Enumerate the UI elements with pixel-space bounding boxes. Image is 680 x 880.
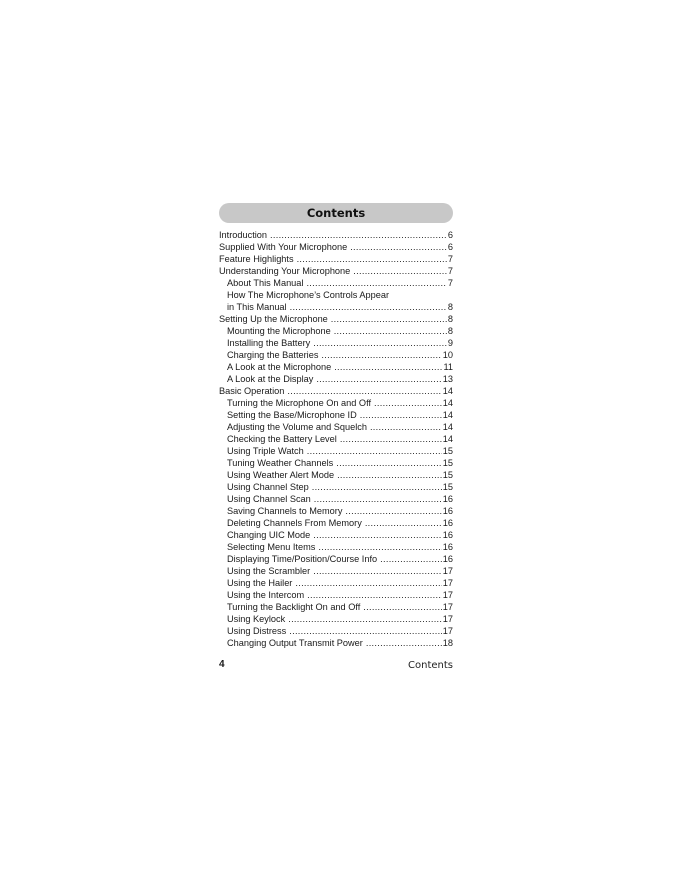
dot-leader (331, 313, 447, 325)
toc-entry-page: 8 (447, 314, 453, 324)
toc-entry-title: A Look at the Display (227, 374, 314, 384)
toc-entry-title: A Look at the Microphone (227, 362, 332, 372)
page-number: 4 (219, 659, 225, 670)
toc-entry-title: Selecting Menu Items (227, 542, 316, 552)
toc-entry (219, 625, 453, 637)
toc-entry-title: Feature Highlights (219, 254, 294, 264)
dot-leader (380, 553, 442, 565)
page-footer (219, 659, 453, 673)
dot-leader (360, 409, 442, 421)
contents-header (219, 203, 453, 223)
toc-entry-page: 17 (442, 566, 453, 576)
toc-entry-title: Setting Up the Microphone (219, 314, 328, 324)
toc-entry (219, 445, 453, 457)
toc-entry-page: 11 (443, 362, 453, 372)
table-of-contents (219, 229, 453, 649)
dot-leader (318, 541, 441, 553)
toc-entry-page: 7 (447, 278, 453, 288)
toc-entry-title: Turning the Backlight On and Off (227, 602, 361, 612)
footer-section-label: Contents (408, 660, 453, 671)
toc-entry-page: 16 (442, 554, 453, 564)
toc-entry (219, 337, 453, 349)
toc-entry-title: Using Keylock (227, 614, 286, 624)
toc-entry-page: 14 (442, 410, 453, 420)
dot-leader (340, 433, 442, 445)
toc-entry-page: 6 (447, 242, 453, 252)
dot-leader (307, 589, 442, 601)
toc-entry (219, 241, 453, 253)
toc-entry-page: 14 (442, 398, 453, 408)
toc-entry-title: Installing the Battery (227, 338, 311, 348)
toc-entry-page: 16 (442, 506, 453, 516)
toc-entry (219, 373, 453, 385)
toc-entry (219, 505, 453, 517)
toc-entry-page: 17 (442, 602, 453, 612)
dot-leader (370, 421, 442, 433)
toc-entry (219, 421, 453, 433)
toc-entry-title: Displaying Time/Position/Course Info (227, 554, 378, 564)
toc-entry-page: 16 (442, 530, 453, 540)
toc-entry-title: Adjusting the Volume and Squelch (227, 422, 367, 432)
toc-entry (219, 265, 453, 277)
toc-entry-title: Mounting the Microphone (227, 326, 331, 336)
toc-entry-page: 14 (442, 422, 453, 432)
toc-entry (219, 577, 453, 589)
dot-leader (270, 229, 447, 241)
toc-entry-title: Tuning Weather Channels (227, 458, 334, 468)
toc-entry (219, 433, 453, 445)
toc-entry (219, 229, 453, 241)
toc-entry (219, 301, 453, 313)
toc-entry (219, 493, 453, 505)
toc-entry-title: in This Manual (227, 302, 287, 312)
toc-entry-title: Using Channel Scan (227, 494, 311, 504)
toc-entry (219, 529, 453, 541)
dot-leader (365, 517, 442, 529)
toc-entry-title: Using the Hailer (227, 578, 293, 588)
toc-entry (219, 361, 453, 373)
toc-entry (219, 253, 453, 265)
toc-entry-page: 13 (442, 374, 453, 384)
toc-entry-title: Using Triple Watch (227, 446, 304, 456)
dot-leader (316, 373, 441, 385)
dot-leader (334, 361, 442, 373)
contents-title: Contents (306, 206, 366, 220)
toc-entry-title: Introduction (219, 230, 268, 240)
toc-entry (219, 541, 453, 553)
toc-entry-page: 10 (442, 350, 453, 360)
toc-entry (219, 397, 453, 409)
dot-leader (307, 445, 442, 457)
toc-entry (219, 289, 453, 301)
dot-leader (366, 637, 442, 649)
toc-entry (219, 613, 453, 625)
dot-leader (336, 457, 442, 469)
toc-entry (219, 409, 453, 421)
dot-leader (312, 481, 442, 493)
toc-entry-page: 18 (442, 638, 453, 648)
toc-entry-title: Changing Output Transmit Power (227, 638, 363, 648)
toc-entry-page: 6 (447, 230, 453, 240)
dot-leader (345, 505, 441, 517)
toc-entry-title: Saving Channels to Memory (227, 506, 343, 516)
toc-entry-page: 15 (442, 470, 453, 480)
toc-entry (219, 517, 453, 529)
toc-entry-title: About This Manual (227, 278, 304, 288)
toc-entry-page: 7 (447, 254, 453, 264)
toc-entry (219, 481, 453, 493)
dot-leader (313, 565, 442, 577)
toc-entry-title: Changing UIC Mode (227, 530, 311, 540)
toc-entry-title: Understanding Your Microphone (219, 266, 351, 276)
dot-leader (313, 529, 442, 541)
toc-entry-title: Using Channel Step (227, 482, 309, 492)
dot-leader (353, 265, 447, 277)
toc-entry (219, 277, 453, 289)
toc-entry (219, 313, 453, 325)
dot-leader (334, 325, 447, 337)
toc-entry-page: 17 (442, 590, 453, 600)
dot-leader (374, 397, 442, 409)
toc-entry-title: Checking the Battery Level (227, 434, 337, 444)
toc-entry-title: Deleting Channels From Memory (227, 518, 362, 528)
toc-entry-page: 15 (442, 482, 453, 492)
toc-entry (219, 469, 453, 481)
toc-entry-title: Charging the Batteries (227, 350, 319, 360)
dot-leader (363, 601, 441, 613)
toc-entry-title: Basic Operation (219, 386, 285, 396)
toc-entry (219, 637, 453, 649)
dot-leader (314, 493, 442, 505)
toc-entry-page: 17 (442, 626, 453, 636)
toc-entry-page: 16 (442, 542, 453, 552)
toc-entry-page: 14 (442, 386, 453, 396)
toc-entry (219, 325, 453, 337)
toc-entry-page: 17 (442, 614, 453, 624)
toc-entry (219, 553, 453, 565)
toc-entry-title: Using Weather Alert Mode (227, 470, 335, 480)
toc-entry-page: 7 (447, 266, 453, 276)
dot-leader (350, 241, 447, 253)
contents-page (219, 203, 453, 671)
toc-entry-page: 8 (447, 302, 453, 312)
toc-entry-page: 15 (442, 446, 453, 456)
toc-entry-title: Setting the Base/Microphone ID (227, 410, 357, 420)
dot-leader (313, 337, 447, 349)
toc-entry-page: 8 (447, 326, 453, 336)
dot-leader (287, 385, 441, 397)
toc-entry (219, 349, 453, 361)
toc-entry-title: Supplied With Your Microphone (219, 242, 348, 252)
toc-entry (219, 385, 453, 397)
toc-entry-page: 17 (442, 578, 453, 588)
toc-entry (219, 601, 453, 613)
toc-entry-title: Turning the Microphone On and Off (227, 398, 372, 408)
toc-entry-page: 9 (447, 338, 453, 348)
toc-entry-title: Using Distress (227, 626, 287, 636)
toc-entry-page: 14 (442, 434, 453, 444)
toc-entry-page: 16 (442, 494, 453, 504)
dot-leader (321, 349, 441, 361)
toc-entry-page: 16 (442, 518, 453, 528)
toc-entry-title: Using the Scrambler (227, 566, 311, 576)
toc-entry-page: 15 (442, 458, 453, 468)
toc-entry (219, 565, 453, 577)
dot-leader (289, 625, 442, 637)
toc-entry-title: How The Microphone’s Controls Appear (227, 290, 390, 300)
dot-leader (288, 613, 442, 625)
toc-entry-title: Using the Intercom (227, 590, 305, 600)
toc-entry (219, 589, 453, 601)
dot-leader (295, 577, 441, 589)
dot-leader (297, 253, 447, 265)
toc-entry (219, 457, 453, 469)
dot-leader (290, 301, 447, 313)
dot-leader (337, 469, 442, 481)
dot-leader (306, 277, 446, 289)
